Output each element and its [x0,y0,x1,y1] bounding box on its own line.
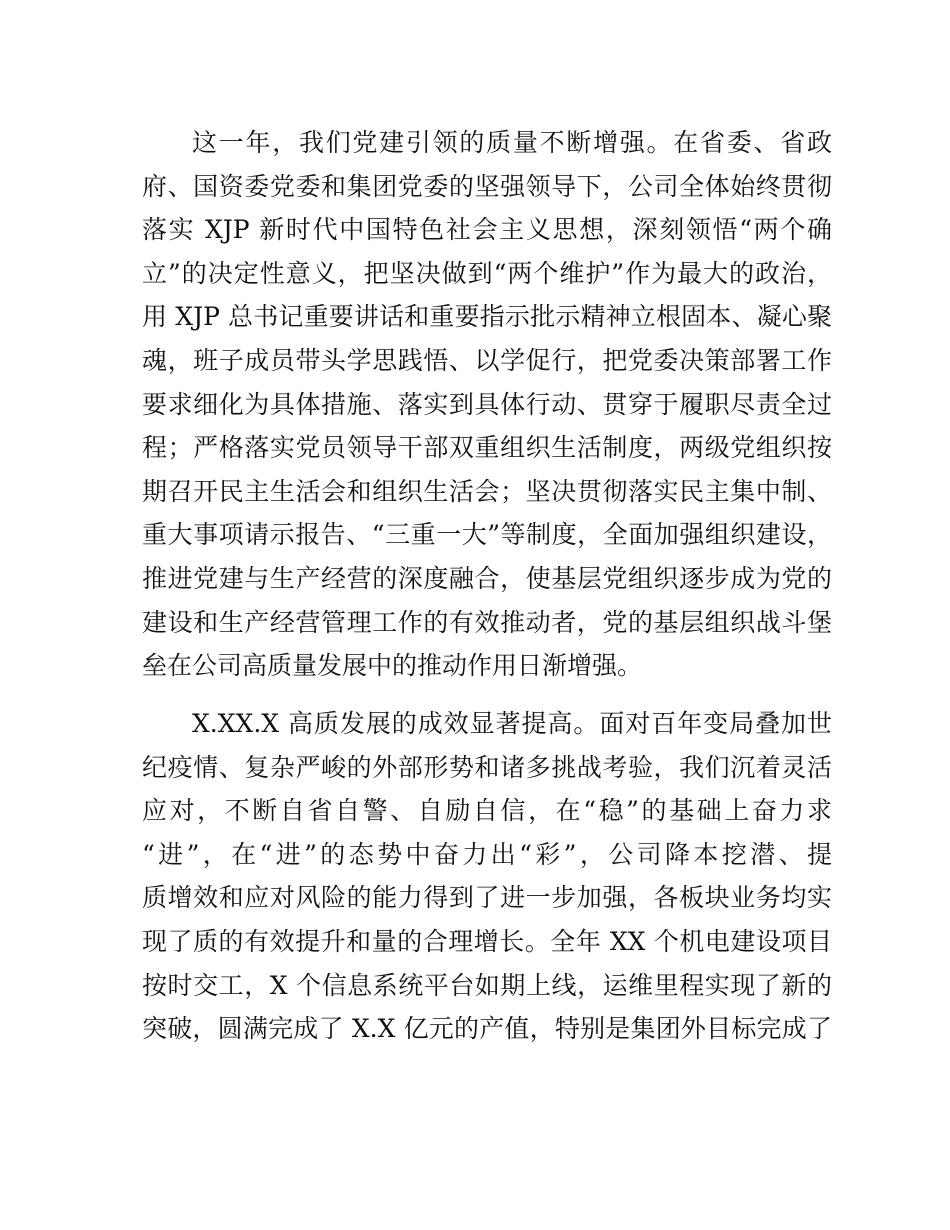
text-line: 现了质的有效提升和量的合理增长。全年 XX 个机电建设项目 [142,926,832,956]
text-line: “进”，在“进”的态势中奋力出“彩”，公司降本挖潜、提 [142,839,832,869]
text-line: 魂，班子成员带头学思践悟、以学促行，把党委决策部署工作 [142,345,832,375]
text-line: 用 XJP 总书记重要讲话和重要指示批示精神立根固本、凝心聚 [142,302,832,332]
text-line: 推进党建与生产经营的深度融合，使基层党组织逐步成为党的 [142,563,832,593]
text-line: 这一年，我们党建引领的质量不断增强。在省委、省政 [192,128,832,157]
text-line: 期召开民主生活会和组织生活会；坚决贯彻落实民主集中制、 [142,476,832,506]
text-line: 要求细化为具体措施、落实到具体行动、贯穿于履职尽责全过 [142,389,832,419]
text-line: 立”的决定性意义，把坚决做到“两个维护”作为最大的政治， [142,258,832,288]
text-line: 落实 XJP 新时代中国特色社会主义思想，深刻领悟“两个确 [142,215,832,245]
text-line: X.XX.X 高质发展的成效显著提高。面对百年变局叠加世 [192,709,832,738]
text-line: 应对，不断自省自警、自励自信，在“稳”的基础上奋力求 [142,796,832,826]
text-line: 府、国资委党委和集团党委的坚强领导下，公司全体始终贯彻 [142,171,832,201]
text-line: 垒在公司高质量发展中的推动作用日渐增强。 [142,651,643,681]
text-line: 程；严格落实党员领导干部双重组织生活制度，两级党组织按 [142,433,832,463]
text-line: 重大事项请示报告、“三重一大”等制度，全面加强组织建设， [142,520,832,550]
text-line: 按时交工，X 个信息系统平台如期上线，运维里程实现了新的 [142,970,832,1000]
text-line: 建设和生产经营管理工作的有效推动者，党的基层组织战斗堡 [142,607,832,637]
text-line: 质增效和应对风险的能力得到了进一步加强，各板块业务均实 [142,883,832,913]
paragraph-party-building [142,121,832,688]
paragraph-development-results [142,702,832,1051]
text-line: 突破，圆满完成了 X.X 亿元的产值，特别是集团外目标完成了 [142,1014,832,1044]
text-line: 纪疫情、复杂严峻的外部形势和诸多挑战考验，我们沉着灵活 [142,752,832,782]
